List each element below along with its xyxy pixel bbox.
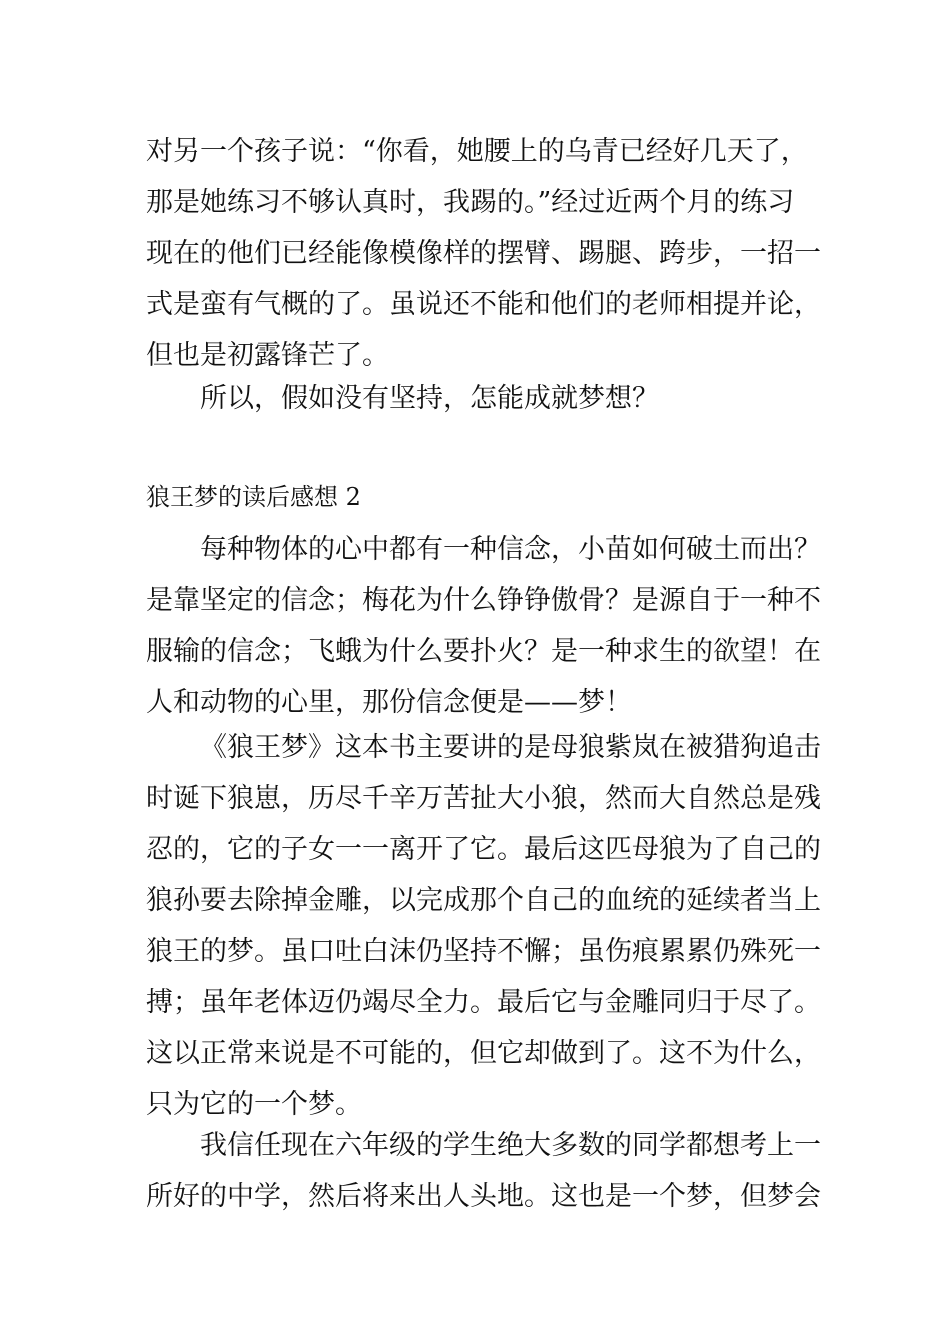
continuation-paragraph [146,126,821,381]
text-line: 那是她练习不够认真时，我踢的。”经过近两个月的练习 [146,187,795,218]
text-line: 时诞下狼崽，历尽千辛万苦扯大小狼，然而大自然总是残 [146,783,821,814]
text-line: 人和动物的心里，那份信念便是——梦！ [146,687,632,718]
text-line: 《狼王梦》这本书主要讲的是母狼紫岚在被猎狗追击 [200,732,821,763]
text-line: 所以，假如没有坚持，怎能成就梦想？ [200,383,659,414]
section-heading: 狼王梦的读后感想 2 [146,483,361,511]
text-line: 忍的，它的子女一一离开了它。最后这匹母狼为了自己的 [146,834,821,865]
text-line: 但也是初露锋芒了。 [146,340,389,371]
text-line: 只为它的一个梦。 [146,1089,362,1120]
paragraph-3 [146,1120,821,1222]
conclusion-paragraph [146,373,816,424]
text-line: 每种物体的心中都有一种信念，小苗如何破土而出？ [200,534,821,565]
text-line: 搏；虽年老体迈仍竭尽全力。最后它与金雕同归于尽了。 [146,987,821,1018]
text-line: 服输的信念；飞蛾为什么要扑火？是一种求生的欲望！在 [146,636,821,667]
text-line: 狼王的梦。虽口吐白沫仍坚持不懈；虽伤痕累累仍殊死一 [146,936,821,967]
text-line: 我信任现在六年级的学生绝大多数的同学都想考上一 [200,1130,821,1161]
text-line: 现在的他们已经能像模像样的摆臂、踢腿、跨步，一招一 [146,238,821,269]
text-line: 这以正常来说是不可能的，但它却做到了。这不为什么， [146,1038,821,1069]
text-line: 是靠坚定的信念；梅花为什么铮铮傲骨？是源自于一种不 [146,585,821,616]
text-line: 狼孙要去除掉金雕，以完成那个自己的血统的延续者当上 [146,885,821,916]
text-line: 对另一个孩子说：“你看，她腰上的乌青已经好几天了， [146,136,808,167]
paragraph-2 [146,722,821,1130]
paragraph-1 [146,524,821,728]
text-line: 式是蛮有气概的了。虽说还不能和他们的老师相提并论， [146,289,821,320]
text-line: 所好的中学，然后将来出人头地。这也是一个梦，但梦会 [146,1181,821,1212]
